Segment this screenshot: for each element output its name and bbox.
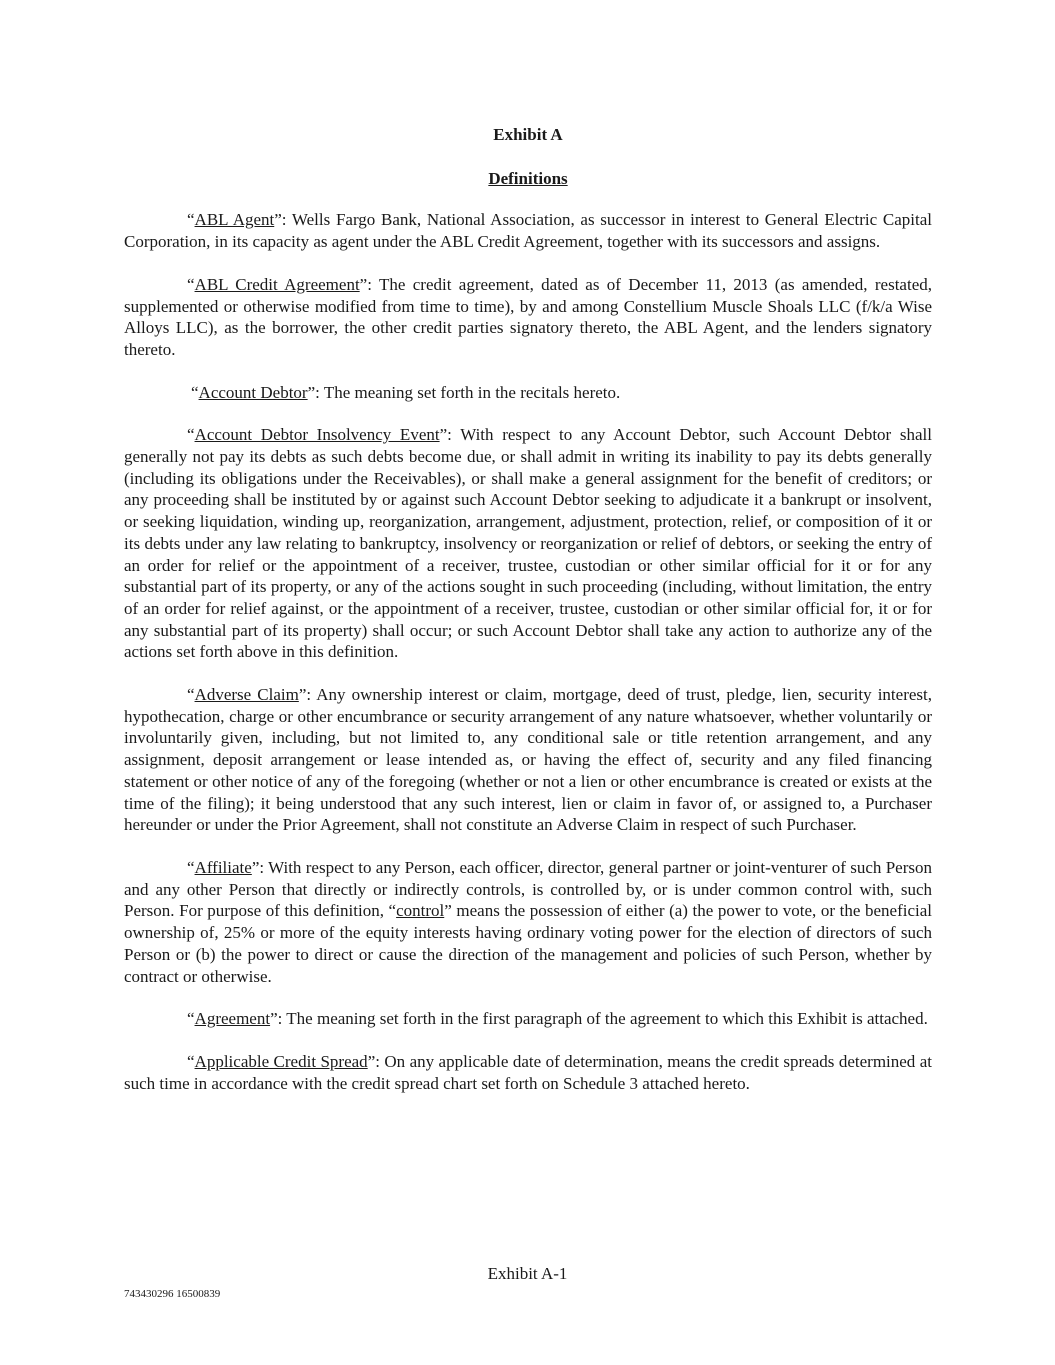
exhibit-title: Exhibit A <box>493 125 563 144</box>
definition-abl-agent: “ABL Agent”: Wells Fargo Bank, National Association, as successor in interest to General Electric Capital Corporation, in its capacity as agent under the ABL Credit Agreement, together with its successors and assigns. <box>124 210 932 252</box>
defined-term: ABL Credit Agreement <box>194 274 360 294</box>
definition-text: : The meaning set forth in the first paragraph of the agreement to which this Exhibit is attached. <box>277 1009 928 1029</box>
definition-account-debtor: “Account Debtor”: The meaning set forth in the recitals hereto. <box>191 382 621 402</box>
defined-term: Account Debtor Insolvency Event <box>194 425 440 445</box>
definition-text: : With respect to any Account Debtor, such Account Debtor shall generally not pay its debts as such debts become due, or shall admit in writing its inability to pay its debts generally (including its obligations under the Receivables), or shall make a general assignment for the benefit of creditors; or any proceeding shall be instituted by or against such Account Debtor seeking to adjudicate it a bankrupt or insolvent, or seeking liquidation, winding up, reorganization, arrangement, adjustment, protection, relief, or composition of it or its debts under any law relating to bankruptcy, insolvency or reorganization or relief of debtors, or seeking the entry of an order for relief or the appointment of a receiver, trustee, custodian or other similar official for it or for any substantial part of its property, or any of the actions sought in such proceeding (including, without limitation, the entry of an order for relief against, or the appointment of a receiver, trustee, custodian or other similar official for, it or for any substantial part of its property) shall occur; or such Account Debtor shall take any action to authorize any of the actions set forth above in this definition. <box>124 425 932 662</box>
defined-term: Account Debtor <box>198 382 308 402</box>
definitions-heading: Definitions <box>488 168 568 188</box>
definition-account-debtor-insolvency-event: “Account Debtor Insolvency Event”: With respect to any Account Debtor, such Account Debtor shall generally not pay its debts as such debts become due, or shall admit in writing its inability to pay its debts generally (including its obligations under the Receivables), or shall make a general assignment for the benefit of creditors; or any proceeding shall be instituted by or against such Account Debtor seeking to adjudicate it a bankrupt or insolvent, or seeking liquidation, winding up, reorganization, arrangement, adjustment, protection, relief, or composition of it or its debts under any law relating to bankruptcy, insolvency or reorganization or relief of debtors, or seeking the entry of an order for relief or the appointment of a receiver, trustee, custodian or other similar official for it or for any substantial part of its property, or any of the actions sought in such proceeding (including, without limitation, the entry of an order for relief against, or the appointment of a receiver, trustee, custodian or other similar official for, it or for any substantial part of its property) shall occur; or such Account Debtor shall take any action to authorize any of the actions set forth above in this definition. <box>124 425 932 662</box>
defined-term: Affiliate <box>194 857 252 877</box>
definition-text: : The meaning set forth in the recitals hereto. <box>315 382 621 402</box>
definition-applicable-credit-spread: “Applicable Credit Spread”: On any applicable date of determination, means the credit spreads determined at such time in accordance with the credit spread chart set forth on Schedule 3 attached hereto. <box>124 1051 933 1093</box>
definition-text: : Any ownership interest or claim, mortgage, deed of trust, pledge, lien, security interest, hypothecation, charge or other encumbrance or security arrangement of any nature whatsoever, whether voluntarily or involuntarily given, including, but not limited to, any conditional sale or title retention arrangement, and any assignment, deposit arrangement or lease intended as, or having the effect of, security and any filed financing statement or other notice of any of the foregoing (whether or not a lien or other encumbrance is created or exists at the time of the filing); it being understood that any such interest, lien or claim in favor of, or assigned to, a Purchaser hereunder or under the Prior Agreement, shall not constitute an Adverse Claim in respect of such Purchaser. <box>124 685 932 835</box>
definition-adverse-claim: “Adverse Claim”: Any ownership interest or claim, mortgage, deed of trust, pledge, lien, security interest, hypothecation, charge or other encumbrance or security arrangement of any nature whatsoever, whether voluntarily or involuntarily given, including, but not limited to, any conditional sale or title retention arrangement, and any assignment, deposit arrangement or lease intended as, or having the effect of, security and any filed financing statement or other notice of any of the foregoing (whether or not a lien or other encumbrance is created or exists at the time of the filing); it being understood that any such interest, lien or claim in favor of, or assigned to, a Purchaser hereunder or under the Prior Agreement, shall not constitute an Adverse Claim in respect of such Purchaser. <box>124 685 932 835</box>
defined-term: ABL Agent <box>194 210 275 230</box>
definition-affiliate: “Affiliate”: With respect to any Person, each officer, director, general partner or joint-venturer of such Person and any other Person that directly or indirectly controls, is controlled by, or is under common control with, such Person. For purpose of this definition, “control” means the possession of either (a) the power to vote, or the beneficial ownership of, 25% or more of the equity interests having ordinary voting power for the election of directors of such Person or (b) the power to direct or cause the direction of the management and policies of such Person, whether by contract or otherwise. <box>124 857 932 986</box>
document-page <box>124 124 932 1115</box>
defined-term: Adverse Claim <box>194 685 299 705</box>
definition-text: : Wells Fargo Bank, National Association, as successor in interest to General Electric Capital Corporation, in its capacity as agent under the ABL Credit Agreement, together with its successors and assigns. <box>124 210 932 252</box>
definition-text: : The credit agreement, dated as of December 11, 2013 (as amended, restated, supplemented or otherwise modified from time to time), by and among Constellium Muscle Shoals LLC (f/k/a Wise Alloys LLC), as the borrower, the other credit parties signatory thereto, the ABL Agent, and the lenders signatory thereto. <box>124 274 932 359</box>
definition-abl-credit-agreement: “ABL Credit Agreement”: The credit agreement, dated as of December 11, 2013 (as amended, restated, supplemented or otherwise modified from time to time), by and among Constellium Muscle Shoals LLC (f/k/a Wise Alloys LLC), as the borrower, the other credit parties signatory thereto, the ABL Agent, and the lenders signatory thereto. <box>124 274 932 359</box>
defined-term-control: control <box>396 901 445 921</box>
defined-term: Agreement <box>194 1009 271 1029</box>
definition-text-continued: ” means the possession of either (a) the power to vote, or the beneficial ownership of, 25% or more of the equity interests having ordinary voting power for the election of directors of such Person or (b) the power to direct or cause the direction of the management and policies of such Person, whether by contract or otherwise. <box>124 901 932 986</box>
page-number-label: Exhibit A-1 <box>487 1264 568 1283</box>
document-id: 743430296 16500839 <box>124 1288 221 1300</box>
definitions-list <box>124 209 932 1094</box>
definition-text: : On any applicable date of determination, means the credit spreads determined at such time in accordance with the credit spread chart set forth on Schedule 3 attached hereto. <box>124 1051 933 1093</box>
definition-text: : With respect to any Person, each officer, director, general partner or joint-venturer of such Person and any other Person that directly or indirectly controls, is controlled by, or is under common control with, such Person. For purpose of this definition, “ <box>124 857 932 921</box>
definition-agreement: “Agreement”: The meaning set forth in the first paragraph of the agreement to which this Exhibit is attached. <box>187 1009 928 1029</box>
defined-term: Applicable Credit Spread <box>194 1051 368 1071</box>
